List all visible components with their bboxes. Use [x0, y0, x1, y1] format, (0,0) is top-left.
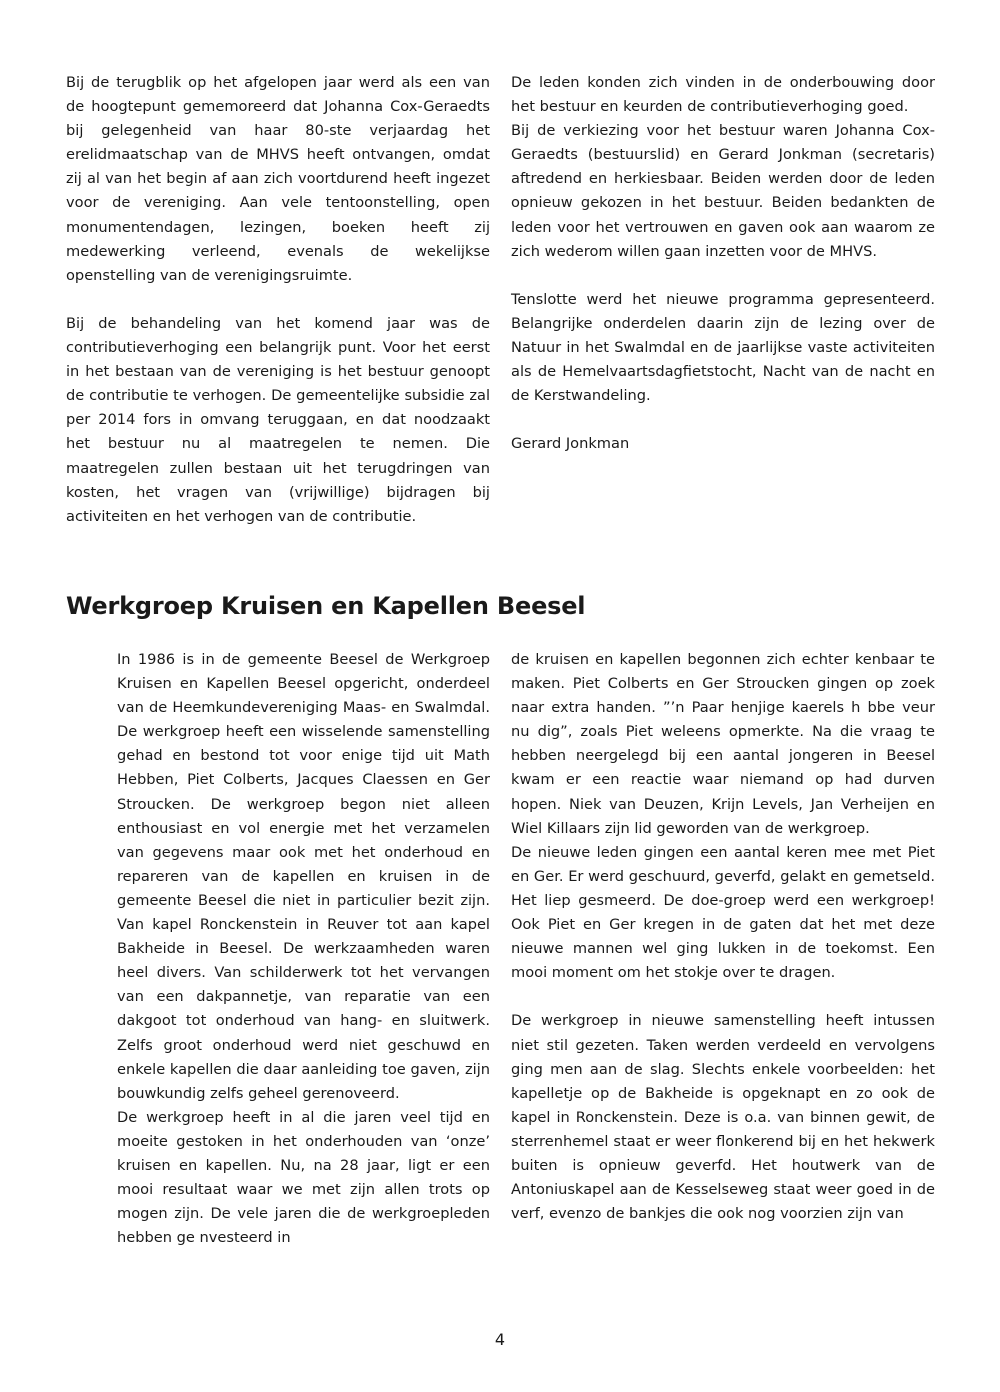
paragraph-nieuwe-leden: de kruisen en kapellen begonnen zich echter kenbaar te maken. Piet Colberts en Ger Stroucken gingen op zoek naar extra handen. ”’n Paar henjige kaerels h bbe veur nu dig”, zoals Piet weleens opmerkte. Na die vraag te hebben neergelegd bij een aantal jongeren in Beesel kwam er een reactie waar niemand op had durven hopen. Niek van Deuzen, Krijn Levels, Jan Verheijen en Wiel Killaars zijn lid geworden van de werkgroep. — [511, 651, 935, 837]
bottom-left-column — [117, 648, 490, 1250]
top-right-column — [511, 71, 935, 457]
paragraph-onderbouwing: De leden konden zich vinden in de onderbouwing door het bestuur en keurden de contributieverhoging goed. — [511, 74, 935, 116]
paragraph-programma: Tenslotte werd het nieuwe programma gepresenteerd. Belangrijke onderdelen daarin zijn de lezing over de Natuur in het Swalmdal en de jaarlijkse vaste activiteiten als de Hemelvaartsdagfietstocht, Nacht van de nacht en de Kerstwandeling. — [511, 290, 935, 405]
section-heading: Werkgroep Kruisen en Kapellen Beesel — [66, 592, 586, 620]
paragraph-erelidmaatschap: Bij de terugblik op het afgelopen jaar werd als een van de hoogtepunt gememoreerd dat Johanna Cox-Geraedts bij gelegenheid van haar 80-ste verjaardag het erelidmaatschap van de MHVS heeft ontvangen, omdat zij al van het begin af aan zich voortdurend heeft ingezet voor de vereniging. Aan vele tentoonstelling, open monumentendagen, lezingen, boeken heeft zij medewerking verleend, evenals de wekelijkse openstelling van de verenigingsruimte. — [66, 74, 490, 284]
author-signature: Gerard Jonkman — [511, 435, 630, 453]
paragraph-bestuursverkiezing: Bij de verkiezing voor het bestuur waren Johanna Cox-Geraedts (bestuurslid) en Gerard Jonkman (secretaris) aftredend en herkiesbaar. Beiden werden door de leden opnieuw gekozen in het bestuur. Beiden bedankten de leden voor het vertrouwen en gaven ook aan waarom ze zich wederom willen gaan inzetten voor de MHVS. — [511, 122, 935, 260]
paragraph-resultaat: De werkgroep heeft in al die jaren veel tijd en moeite gestoken in het onderhouden van ‘onze’ kruisen en kapellen. Nu, na 28 jaar, ligt er een mooi resultaat waar we met zijn allen trots op mogen zijn. De vele jaren die de werkgroepleden hebben ge nvesteerd in — [117, 1108, 490, 1247]
top-left-column — [66, 71, 490, 529]
paragraph-contributieverhoging: Bij de behandeling van het komend jaar was de contributieverhoging een belangrijk punt. Voor het eerst in het bestaan van de vereniging is het bestuur genoopt de contributie te verhogen. De gemeentelijke subsidie zal per 2014 fors in omvang teruggaan, en dat noodzaakt het bestuur nu al maatregelen te nemen. Die maatregelen zullen bestaan uit het terugdringen van kosten, het vragen van (vrijwillige) bijdragen bij activiteiten en het verhogen van de contributie. — [66, 314, 490, 525]
bottom-right-column — [511, 648, 935, 1226]
paragraph-werkzaamheden: De werkgroep in nieuwe samenstelling heeft intussen niet stil gezeten. Taken werden verdeeld en vervolgens ging men aan de slag. Slechts enkele voorbeelden: het kapelletje op de Bakheide is opgeknapt en zo ook de kapel in Ronckenstein. Deze is o.a. van binnen gewit, de sterrenhemel staat er weer flonkerend bij en het hekwerk buiten is opnieuw geverfd. Het houtwerk van de Antoniuskapel aan de Kesselseweg staat weer goed in de verf, evenzo de bankjes die ook nog voorzien zijn van — [511, 1012, 935, 1223]
paragraph-oprichting: In 1986 is in de gemeente Beesel de Werkgroep Kruisen en Kapellen Beesel opgericht, onderdeel van de Heemkundevereniging Maas- en Swalmdal. De werkgroep heeft een wisselende samenstelling gehad en bestond tot voor enige tijd uit Math Hebben, Piet Colberts, Jacques Claessen en Ger Stroucken. De werkgroep begon niet alleen enthousiast en vol energie met het verzamelen van gegevens maar ook met het onderhoud en repareren van de kapellen en kruisen in de gemeente Beesel die niet in particulier bezit zijn. Van kapel Ronckenstein in Reuver tot aan kapel Bakheide in Beesel. De werkzaamheden waren heel divers. Van schilderwerk tot het vervangen van een dakpannetje, van reparatie van een dakgoot tot onderhoud van hang- en sluitwerk. Zelfs groot onderhoud werd niet geschuwd en enkele kapellen die daar aanleiding toe gaven, zijn bouwkundig zelfs geheel gerenoveerd. — [117, 651, 490, 1102]
paragraph-overdracht: De nieuwe leden gingen een aantal keren mee met Piet en Ger. Er werd geschuurd, geverfd, gelakt en gemetseld. Het liep gesmeerd. De doe-groep werd een werkgroep! Ook Piet en Ger kregen in de gaten dat het met deze nieuwe mannen wel ging lukken in de toekomst. Een mooi moment om het stokje over te dragen. — [511, 843, 935, 982]
page-number: 4 — [494, 1330, 506, 1349]
